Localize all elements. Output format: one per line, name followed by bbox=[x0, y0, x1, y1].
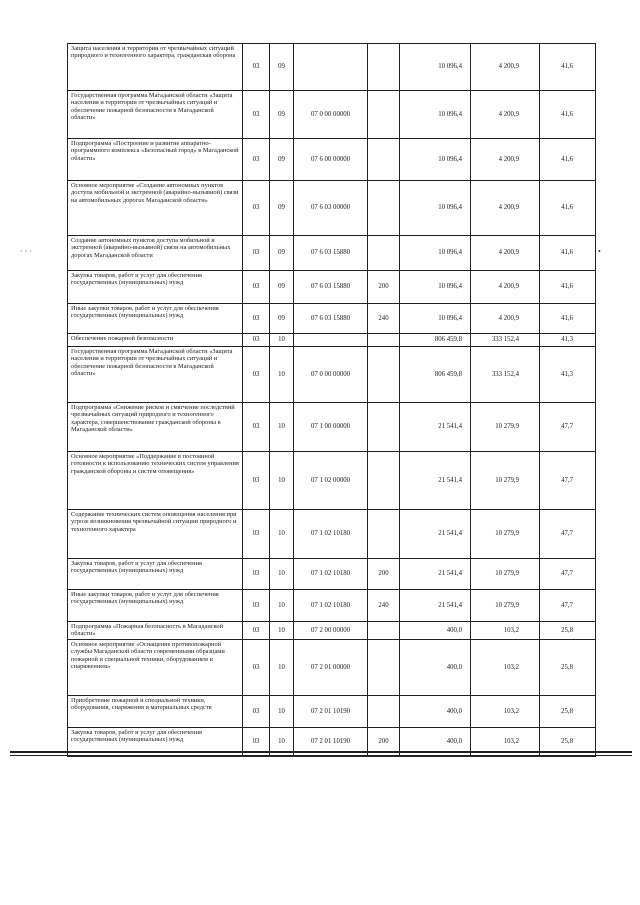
row-name: Основное мероприятие «Оснащение противопожарной службы Магаданской области современными образцами пожарной и специальной техники, оборудованием и снаряжением» bbox=[68, 640, 243, 696]
row-vr bbox=[368, 347, 400, 403]
table-row bbox=[68, 91, 596, 139]
table-row bbox=[68, 181, 596, 236]
row-name: Закупка товаров, работ и услуг для обеспечения государственных (муниципальных) нужд bbox=[68, 728, 243, 757]
row-podrazdel: 10 bbox=[270, 696, 294, 728]
row-csr: 07 1 00 00000 bbox=[294, 403, 368, 452]
row-csr: 07 1 02 10180 bbox=[294, 590, 368, 622]
row-percent: 25,8 bbox=[540, 728, 596, 757]
row-razdel: 03 bbox=[243, 304, 270, 334]
row-razdel: 03 bbox=[243, 271, 270, 304]
table-row bbox=[68, 44, 596, 91]
row-vr bbox=[368, 44, 400, 91]
row-csr: 07 6 03 15880 bbox=[294, 304, 368, 334]
row-plan: 21 541,4 bbox=[400, 403, 471, 452]
row-vr bbox=[368, 510, 400, 559]
table-row bbox=[68, 622, 596, 640]
row-razdel: 03 bbox=[243, 640, 270, 696]
row-podrazdel: 10 bbox=[270, 510, 294, 559]
budget-table bbox=[67, 43, 596, 757]
row-vr bbox=[368, 452, 400, 510]
row-vr: 200 bbox=[368, 559, 400, 590]
row-podrazdel: 09 bbox=[270, 44, 294, 91]
table-row bbox=[68, 452, 596, 510]
row-fact: 103,2 bbox=[471, 696, 540, 728]
row-fact: 4 200,9 bbox=[471, 44, 540, 91]
row-fact: 4 200,9 bbox=[471, 236, 540, 271]
table-body bbox=[68, 44, 596, 757]
row-percent: 41,6 bbox=[540, 236, 596, 271]
row-name: Защита населения и территории от чрезвычайных ситуаций природного и техногенного характера, гражданская оборона bbox=[68, 44, 243, 91]
row-vr bbox=[368, 236, 400, 271]
row-percent: 47,7 bbox=[540, 510, 596, 559]
row-podrazdel: 10 bbox=[270, 347, 294, 403]
row-vr bbox=[368, 696, 400, 728]
row-podrazdel: 10 bbox=[270, 403, 294, 452]
row-csr: 07 0 00 00000 bbox=[294, 347, 368, 403]
row-razdel: 03 bbox=[243, 181, 270, 236]
row-fact: 10 279,9 bbox=[471, 452, 540, 510]
row-name: Содержание технических систем оповещения населения при угрозе возникновения чрезвычайной ситуации природного и техногенного характера bbox=[68, 510, 243, 559]
row-percent: 47,7 bbox=[540, 559, 596, 590]
row-plan: 10 096,4 bbox=[400, 236, 471, 271]
row-percent: 47,7 bbox=[540, 590, 596, 622]
table-row bbox=[68, 236, 596, 271]
row-vr: 200 bbox=[368, 271, 400, 304]
row-name: Государственная программа Магаданской области «Защита населения и территории от чрезвычайных ситуаций и обеспечение пожарной безопасности в Магаданской области» bbox=[68, 91, 243, 139]
row-name: Закупка товаров, работ и услуг для обеспечения государственных (муниципальных) нужд bbox=[68, 271, 243, 304]
row-csr: 07 1 02 10180 bbox=[294, 559, 368, 590]
row-fact: 10 279,9 bbox=[471, 403, 540, 452]
row-fact: 103,2 bbox=[471, 622, 540, 640]
row-razdel: 03 bbox=[243, 728, 270, 757]
table-row bbox=[68, 139, 596, 181]
scan-mark-left: · · · bbox=[20, 247, 32, 256]
row-name: Основное мероприятие «Поддержание в постоянной готовности к использованию технических систем управления гражданской обороны и систем оповещения» bbox=[68, 452, 243, 510]
row-plan: 400,0 bbox=[400, 640, 471, 696]
row-csr: 07 6 03 15880 bbox=[294, 271, 368, 304]
row-percent: 41,6 bbox=[540, 44, 596, 91]
row-fact: 4 200,9 bbox=[471, 304, 540, 334]
table-row bbox=[68, 347, 596, 403]
bottom-rule bbox=[10, 751, 632, 753]
row-percent: 25,8 bbox=[540, 622, 596, 640]
row-name: Иные закупки товаров, работ и услуг для обеспечения государственных (муниципальных) нужд bbox=[68, 590, 243, 622]
table-row bbox=[68, 696, 596, 728]
row-fact: 333 152,4 bbox=[471, 334, 540, 347]
row-razdel: 03 bbox=[243, 559, 270, 590]
row-csr: 07 1 02 00000 bbox=[294, 452, 368, 510]
row-podrazdel: 09 bbox=[270, 181, 294, 236]
row-csr: 07 2 01 10190 bbox=[294, 696, 368, 728]
row-fact: 333 152,4 bbox=[471, 347, 540, 403]
row-percent: 41,6 bbox=[540, 91, 596, 139]
row-vr bbox=[368, 403, 400, 452]
row-csr: 07 2 01 10190 bbox=[294, 728, 368, 757]
row-fact: 10 279,9 bbox=[471, 559, 540, 590]
row-podrazdel: 09 bbox=[270, 139, 294, 181]
row-percent: 25,8 bbox=[540, 696, 596, 728]
row-razdel: 03 bbox=[243, 236, 270, 271]
row-plan: 10 096,4 bbox=[400, 44, 471, 91]
row-fact: 4 200,9 bbox=[471, 271, 540, 304]
row-vr: 200 bbox=[368, 728, 400, 757]
row-plan: 21 541,4 bbox=[400, 559, 471, 590]
scan-mark-right: • bbox=[598, 247, 601, 256]
row-razdel: 03 bbox=[243, 510, 270, 559]
row-podrazdel: 10 bbox=[270, 559, 294, 590]
row-plan: 400,0 bbox=[400, 622, 471, 640]
row-plan: 806 459,8 bbox=[400, 347, 471, 403]
row-razdel: 03 bbox=[243, 44, 270, 91]
row-csr: 07 6 00 00000 bbox=[294, 139, 368, 181]
row-plan: 10 096,4 bbox=[400, 139, 471, 181]
table-row bbox=[68, 304, 596, 334]
row-csr: 07 2 01 00000 bbox=[294, 640, 368, 696]
row-percent: 47,7 bbox=[540, 452, 596, 510]
row-name: Обеспечение пожарной безопасности bbox=[68, 334, 243, 347]
row-fact: 10 279,9 bbox=[471, 510, 540, 559]
row-name: Приобретение пожарной и специальной техники, оборудования, снаряжения и материальных средств bbox=[68, 696, 243, 728]
row-plan: 400,0 bbox=[400, 696, 471, 728]
row-name: Подпрограмма «Снижение рисков и смягчение последствий чрезвычайных ситуаций природного и техногенного характера, совершенствование гражданской обороны в Магаданской области» bbox=[68, 403, 243, 452]
row-podrazdel: 10 bbox=[270, 334, 294, 347]
row-podrazdel: 10 bbox=[270, 640, 294, 696]
row-podrazdel: 10 bbox=[270, 452, 294, 510]
table-row bbox=[68, 334, 596, 347]
row-percent: 41,3 bbox=[540, 347, 596, 403]
row-razdel: 03 bbox=[243, 347, 270, 403]
row-vr bbox=[368, 91, 400, 139]
row-razdel: 03 bbox=[243, 452, 270, 510]
row-percent: 41,6 bbox=[540, 271, 596, 304]
row-csr: 07 6 03 15880 bbox=[294, 236, 368, 271]
row-razdel: 03 bbox=[243, 91, 270, 139]
row-percent: 41,3 bbox=[540, 334, 596, 347]
row-percent: 41,6 bbox=[540, 304, 596, 334]
row-name: Иные закупки товаров, работ и услуг для обеспечения государственных (муниципальных) нужд bbox=[68, 304, 243, 334]
row-vr bbox=[368, 640, 400, 696]
row-csr bbox=[294, 44, 368, 91]
table-row bbox=[68, 510, 596, 559]
row-percent: 25,8 bbox=[540, 640, 596, 696]
row-percent: 47,7 bbox=[540, 403, 596, 452]
row-csr: 07 2 00 00000 bbox=[294, 622, 368, 640]
row-podrazdel: 09 bbox=[270, 304, 294, 334]
row-vr bbox=[368, 139, 400, 181]
row-plan: 806 459,8 bbox=[400, 334, 471, 347]
row-podrazdel: 09 bbox=[270, 91, 294, 139]
row-fact: 4 200,9 bbox=[471, 91, 540, 139]
row-plan: 21 541,4 bbox=[400, 510, 471, 559]
row-podrazdel: 09 bbox=[270, 271, 294, 304]
row-podrazdel: 10 bbox=[270, 590, 294, 622]
row-vr: 240 bbox=[368, 304, 400, 334]
row-razdel: 03 bbox=[243, 696, 270, 728]
row-podrazdel: 09 bbox=[270, 236, 294, 271]
table-row bbox=[68, 271, 596, 304]
row-percent: 41,6 bbox=[540, 139, 596, 181]
row-vr: 240 bbox=[368, 590, 400, 622]
row-fact: 103,2 bbox=[471, 728, 540, 757]
table-row bbox=[68, 640, 596, 696]
table-row bbox=[68, 403, 596, 452]
row-podrazdel: 10 bbox=[270, 622, 294, 640]
row-razdel: 03 bbox=[243, 334, 270, 347]
row-name: Подпрограмма «Пожарная безопасность в Магаданской области» bbox=[68, 622, 243, 640]
row-razdel: 03 bbox=[243, 590, 270, 622]
row-name: Создание автономных пунктов доступа мобильной и экстренной (аварийно-вызывной) связи на автомобильных дорогах Магаданской области bbox=[68, 236, 243, 271]
row-razdel: 03 bbox=[243, 622, 270, 640]
row-percent: 41,6 bbox=[540, 181, 596, 236]
row-name: Государственная программа Магаданской области «Защита населения и территории от чрезвычайных ситуаций и обеспечение пожарной безопасности в Магаданской области» bbox=[68, 347, 243, 403]
row-plan: 21 541,4 bbox=[400, 590, 471, 622]
row-fact: 4 200,9 bbox=[471, 139, 540, 181]
row-name: Основное мероприятие «Создание автономных пунктов доступа мобильной и экстренной (аварийно-вызывной) связи на автомобильных дорогах Магаданской области» bbox=[68, 181, 243, 236]
row-name: Закупка товаров, работ и услуг для обеспечения государственных (муниципальных) нужд bbox=[68, 559, 243, 590]
row-plan: 10 096,4 bbox=[400, 91, 471, 139]
row-csr bbox=[294, 334, 368, 347]
row-plan: 10 096,4 bbox=[400, 304, 471, 334]
row-fact: 10 279,9 bbox=[471, 590, 540, 622]
row-plan: 10 096,4 bbox=[400, 181, 471, 236]
row-plan: 21 541,4 bbox=[400, 452, 471, 510]
row-csr: 07 0 00 00000 bbox=[294, 91, 368, 139]
table-row bbox=[68, 590, 596, 622]
bottom-rule-thin bbox=[10, 755, 632, 756]
row-vr bbox=[368, 181, 400, 236]
table-row bbox=[68, 559, 596, 590]
row-csr: 07 1 02 10180 bbox=[294, 510, 368, 559]
row-fact: 103,2 bbox=[471, 640, 540, 696]
row-plan: 400,0 bbox=[400, 728, 471, 757]
row-razdel: 03 bbox=[243, 139, 270, 181]
row-vr bbox=[368, 334, 400, 347]
row-csr: 07 6 03 00000 bbox=[294, 181, 368, 236]
row-name: Подпрограмма «Построение и развитие аппаратно-программного комплекса «Безопасный город» в Магаданской области» bbox=[68, 139, 243, 181]
row-vr bbox=[368, 622, 400, 640]
row-podrazdel: 10 bbox=[270, 728, 294, 757]
row-fact: 4 200,9 bbox=[471, 181, 540, 236]
row-plan: 10 096,4 bbox=[400, 271, 471, 304]
row-razdel: 03 bbox=[243, 403, 270, 452]
